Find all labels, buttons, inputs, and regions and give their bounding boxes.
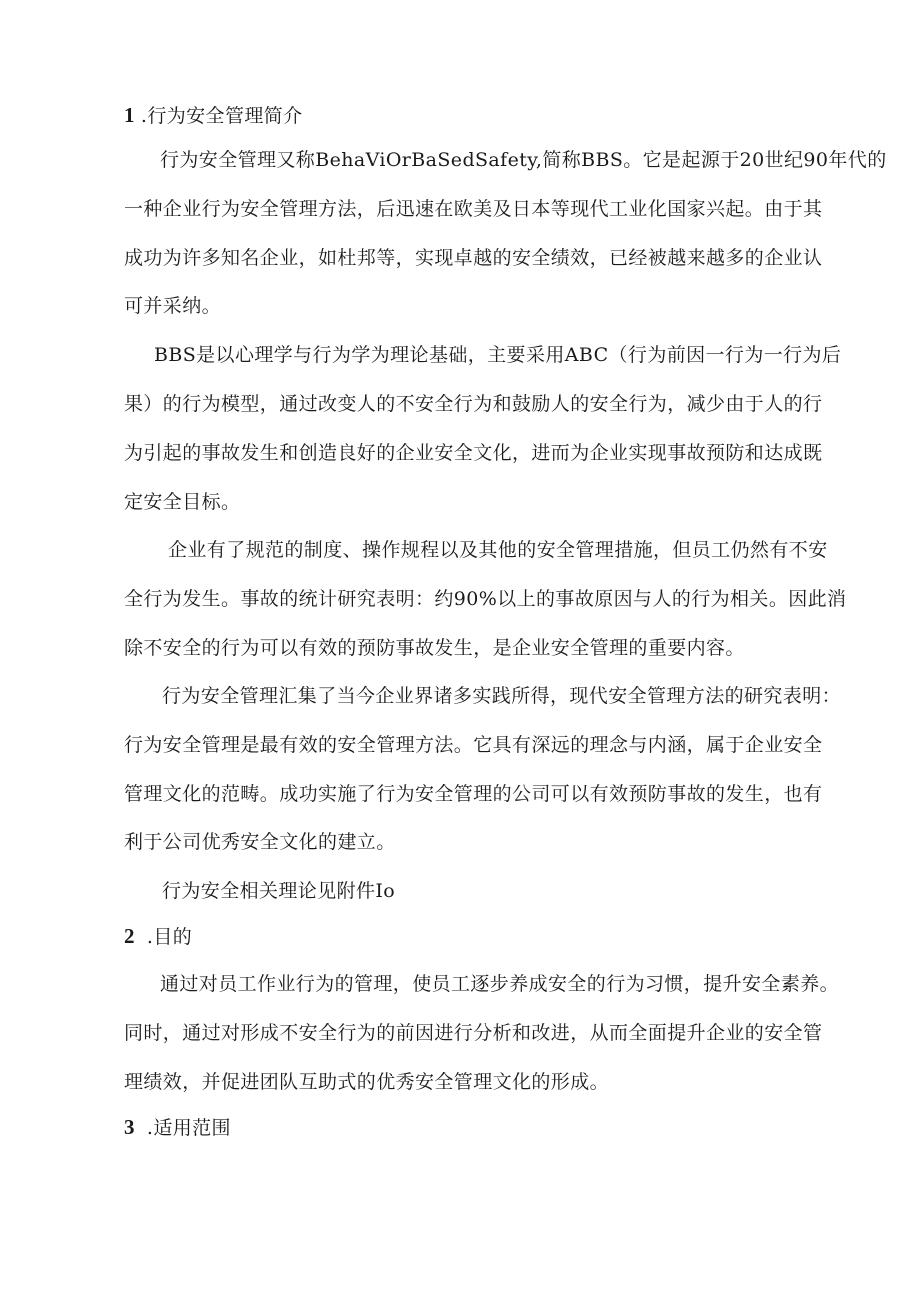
section-1-para-2-line-1: BBS是以心理学与行为学为理论基础，主要采用ABC（行为前因一行为一行为后 [154,344,842,366]
section-3-title: .适用范围 [146,1117,231,1139]
section-3-number: 3 [124,1115,135,1139]
section-1-para-2-line-4: 定安全目标。 [124,491,241,513]
section-1-para-5-line-1: 行为安全相关理论见附件Io [162,880,396,902]
section-1-para-4-line-1: 行为安全管理汇集了当今企业界诸多实践所得，现代安全管理方法的研究表明： [162,685,842,707]
section-1-para-3-line-2: 全行为发生。事故的统计研究表明：约90%以上的事故原因与人的行为相关。因此消 [124,588,847,610]
section-2-para-1-line-3: 理绩效，并促进团队互助式的优秀安全管理文化的形成。 [124,1071,610,1093]
section-2-heading [124,924,192,949]
section-1-para-2-line-3: 为引起的事故发生和创造良好的企业安全文化，进而为企业实现事故预防和达成既 [124,442,823,464]
section-2-number: 2 [124,924,135,948]
section-1-para-1-line-3: 成功为许多知名企业，如杜邦等，实现卓越的安全绩效，已经被越来越多的企业认 [124,247,823,269]
section-1-para-4-line-3: 管理文化的范畴。成功实施了行为安全管理的公司可以有效预防事故的发生，也有 [124,783,823,805]
section-1-para-2-line-2: 果）的行为模型，通过改变人的不安全行为和鼓励人的安全行为，减少由于人的行 [124,393,823,415]
section-3-heading [124,1115,231,1140]
section-1-para-3-line-3: 除不安全的行为可以有效的预防事故发生，是企业安全管理的重要内容。 [124,637,745,659]
section-2-title: .目的 [146,926,193,948]
section-1-para-3-line-1: 企业有了规范的制度、操作规程以及其他的安全管理措施，但员工仍然有不安 [168,539,828,561]
section-2-para-1-line-2: 同时，通过对形成不安全行为的前因进行分析和改进，从而全面提升企业的安全管 [124,1022,823,1044]
section-1-heading [124,103,303,128]
section-1-para-1-line-2: 一种企业行为安全管理方法，后迅速在欧美及日本等现代工业化国家兴起。由于其 [124,198,823,220]
section-2-para-1-line-1: 通过对员工作业行为的管理，使员工逐步养成安全的行为习惯，提升安全素养。 [160,973,840,995]
section-1-para-1-line-1: 行为安全管理又称BehaViOrBaSedSafety,简称BBS。它是起源于20世纪90年代的 [160,149,887,171]
section-1-title: .行为安全管理简介 [140,105,303,127]
section-1-para-4-line-2: 行为安全管理是最有效的安全管理方法。它具有深远的理念与内涵，属于企业安全 [124,734,823,756]
section-1-number: 1 [124,103,135,127]
section-1-para-4-line-4: 利于公司优秀安全文化的建立。 [124,831,396,853]
section-1-para-1-line-4: 可并采纳。 [124,295,222,317]
